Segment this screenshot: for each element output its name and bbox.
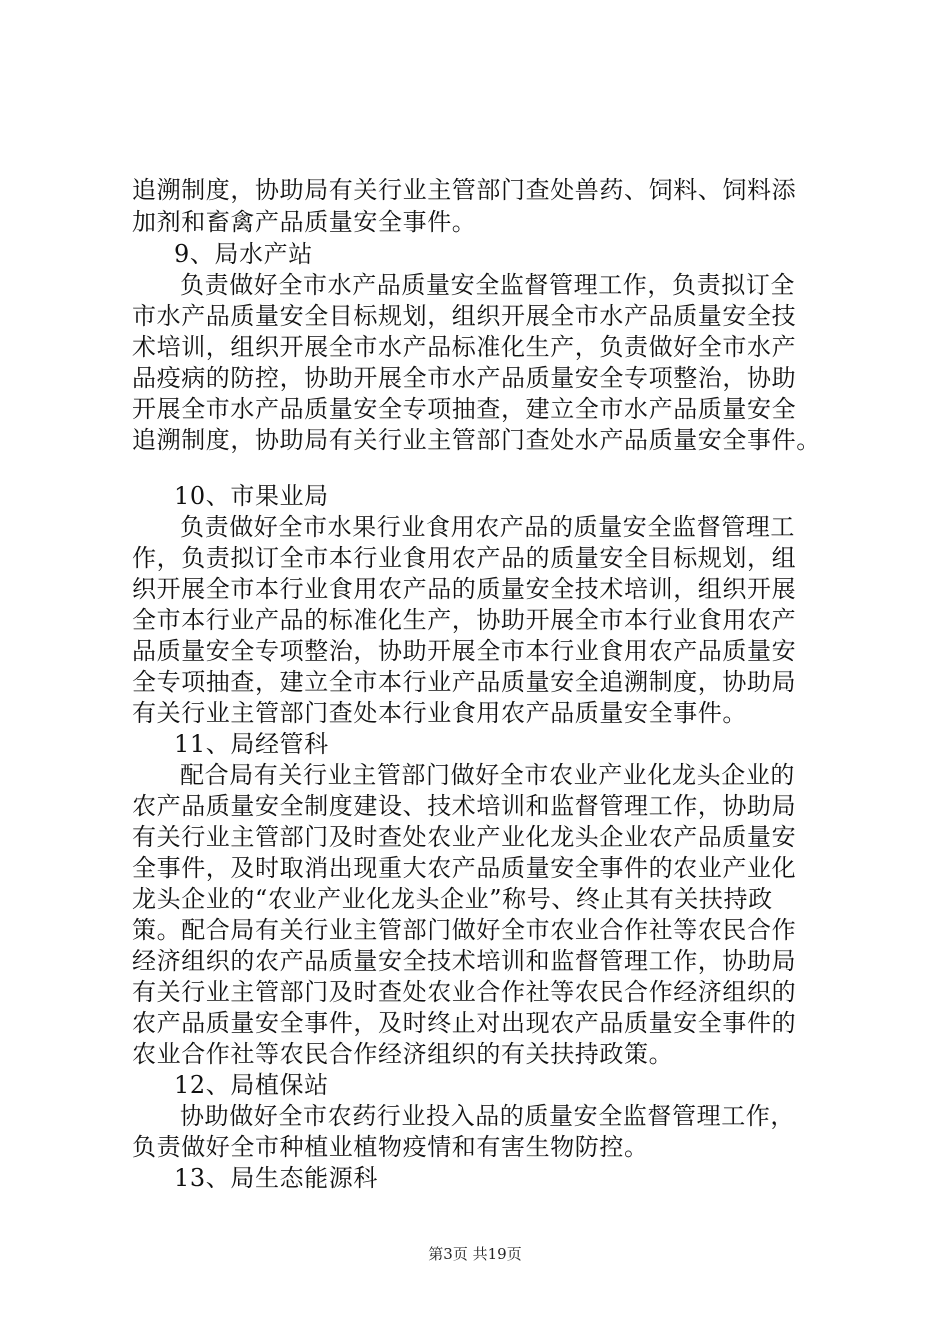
text-line: 农产品质量安全制度建设、技术培训和监督管理工作，协助局 bbox=[132, 792, 797, 820]
text-line: 负责做好全市水产品质量安全监督管理工作，负责拟订全 bbox=[180, 271, 795, 299]
section-heading: 13、局生态能源科 bbox=[174, 1164, 378, 1192]
page-footer: 第3页 共19页 bbox=[428, 1245, 522, 1263]
text-line: 经济组织的农产品质量安全技术培训和监督管理工作，协助局 bbox=[132, 947, 797, 975]
text-line: 农产品质量安全事件，及时终止对出现农产品质量安全事件的 bbox=[132, 1009, 797, 1037]
text-line: 负责做好全市水果行业食用农产品的质量安全监督管理工 bbox=[180, 513, 795, 541]
text-line: 配合局有关行业主管部门做好全市农业产业化龙头企业的 bbox=[180, 761, 795, 789]
text-line: 协助做好全市农药行业投入品的质量安全监督管理工作， bbox=[180, 1102, 795, 1130]
text-line: 策。配合局有关行业主管部门做好全市农业合作社等农民合作 bbox=[132, 916, 797, 944]
text-line: 农业合作社等农民合作经济组织的有关扶持政策。 bbox=[132, 1040, 674, 1068]
text-line: 品疫病的防控，协助开展全市水产品质量安全专项整治，协助 bbox=[132, 364, 797, 392]
text-line: 全事件，及时取消出现重大农产品质量安全事件的农业产业化 bbox=[132, 854, 797, 882]
text-line: 全专项抽查，建立全市本行业产品质量安全追溯制度，协助局 bbox=[132, 668, 797, 696]
text-line: 织开展全市本行业食用农产品的质量安全技术培训，组织开展 bbox=[132, 575, 797, 603]
section-heading: 12、局植保站 bbox=[174, 1071, 329, 1099]
text-line: 有关行业主管部门及时查处农业合作社等农民合作经济组织的 bbox=[132, 978, 797, 1006]
text-line: 作，负责拟订全市本行业食用农产品的质量安全目标规划，组 bbox=[132, 544, 797, 572]
section-heading: 9、局水产站 bbox=[174, 240, 313, 268]
text-line: 全市本行业产品的标准化生产，协助开展全市本行业食用农产 bbox=[132, 606, 797, 634]
text-line: 品质量安全专项整治，协助开展全市本行业食用农产品质量安 bbox=[132, 637, 797, 665]
text-line: 市水产品质量安全目标规划，组织开展全市水产品质量安全技 bbox=[132, 302, 797, 330]
section-heading: 11、局经管科 bbox=[174, 730, 329, 758]
text-line: 有关行业主管部门查处本行业食用农产品质量安全事件。 bbox=[132, 699, 747, 727]
text-line: 术培训，组织开展全市水产品标准化生产，负责做好全市水产 bbox=[132, 333, 797, 361]
text-line: 负责做好全市种植业植物疫情和有害生物防控。 bbox=[132, 1133, 649, 1161]
text-line: 追溯制度，协助局有关行业主管部门查处水产品质量安全事件。 bbox=[132, 426, 821, 454]
text-line: 追溯制度，协助局有关行业主管部门查处兽药、饲料、饲料添 bbox=[132, 176, 797, 204]
section-heading: 10、市果业局 bbox=[174, 482, 329, 510]
text-line: 开展全市水产品质量安全专项抽查，建立全市水产品质量安全 bbox=[132, 395, 797, 423]
text-line: 有关行业主管部门及时查处农业产业化龙头企业农产品质量安 bbox=[132, 823, 797, 851]
text-line: 龙头企业的“农业产业化龙头企业”称号、终止其有关扶持政 bbox=[132, 885, 773, 913]
text-line: 加剂和畜禽产品质量安全事件。 bbox=[132, 208, 477, 236]
